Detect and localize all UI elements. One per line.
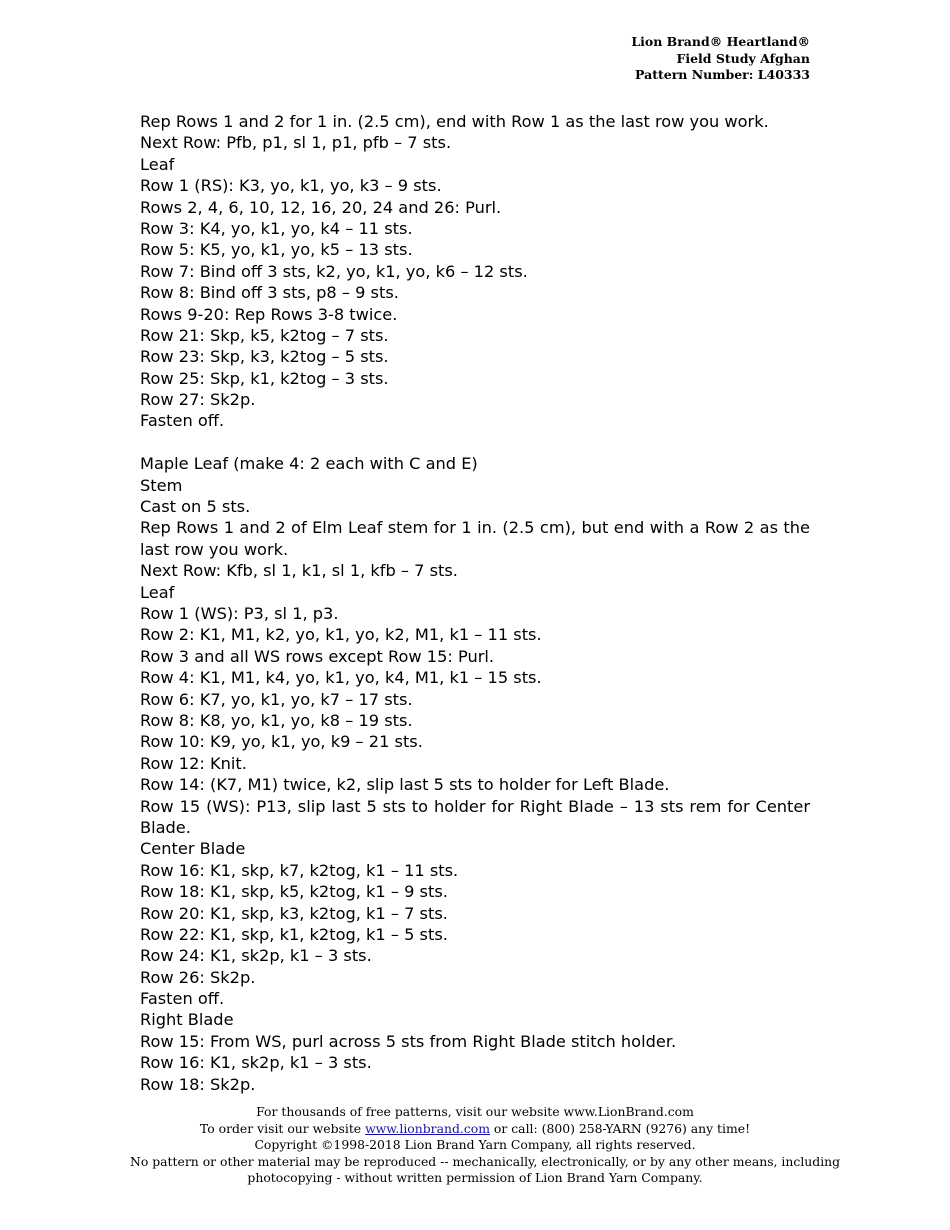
instruction-line: Row 21: Skp, k5, k2tog – 7 sts. (140, 325, 389, 345)
instruction-line: Row 3: K4, yo, k1, yo, k4 – 11 sts. (140, 218, 413, 238)
header-pattern-number: Pattern Number: L40333 (635, 67, 810, 82)
header-pattern-title: Field Study Afghan (676, 50, 810, 66)
header-brand: Lion Brand® Heartland® (631, 34, 810, 49)
instruction-line: Row 5: K5, yo, k1, yo, k5 – 13 sts. (140, 240, 413, 260)
footer-line: photocopying - without written permission of Lion Brand Yarn Company. (247, 1170, 703, 1185)
footer-order-line (130, 1121, 820, 1138)
section-heading-maple-leaf: Maple Leaf (make 4: 2 each with C and E) (140, 454, 478, 474)
instruction-line: Row 7: Bind off 3 sts, k2, yo, k1, yo, k6 – 12 sts. (140, 261, 528, 281)
instruction-line: Row 24: K1, sk2p, k1 – 3 sts. (140, 946, 372, 966)
instruction-line: Row 12: Knit. (140, 753, 247, 773)
pattern-instructions (140, 111, 810, 1095)
instruction-line: Row 22: K1, skp, k1, k2tog, k1 – 5 sts. (140, 924, 448, 944)
instruction-line: Row 4: K1, M1, k4, yo, k1, yo, k4, M1, k1 – 15 sts. (140, 668, 542, 688)
instruction-line: Row 18: Sk2p. (140, 1074, 256, 1094)
instruction-line: Rep Rows 1 and 2 for 1 in. (2.5 cm), end with Row 1 as the last row you work. (140, 112, 769, 131)
spacer (140, 432, 810, 453)
instruction-line: Row 6: K7, yo, k1, yo, k7 – 17 sts. (140, 689, 413, 709)
lionbrand-link[interactable]: www.lionbrand.com (365, 1120, 490, 1136)
instruction-line: Next Row: Kfb, sl 1, k1, sl 1, kfb – 7 sts. (140, 561, 458, 581)
instruction-line: Rows 9-20: Rep Rows 3-8 twice. (140, 304, 398, 324)
instruction-line: Row 3 and all WS rows except Row 15: Purl. (140, 646, 494, 666)
instruction-line: Row 14: (K7, M1) twice, k2, slip last 5 sts to holder for Left Blade. (140, 775, 670, 795)
section-heading-center-blade: Center Blade (140, 839, 246, 859)
section-heading-stem: Stem (140, 475, 183, 495)
instruction-line: Row 1 (WS): P3, sl 1, p3. (140, 604, 339, 624)
instruction-line: Row 25: Skp, k1, k2tog – 3 sts. (140, 368, 389, 388)
instruction-line: Fasten off. (140, 411, 225, 431)
instruction-line: Row 16: K1, skp, k7, k2tog, k1 – 11 sts. (140, 860, 459, 880)
section-heading-leaf: Leaf (140, 582, 175, 602)
instruction-paragraph: Row 15 (WS): P13, slip last 5 sts to holder for Right Blade – 13 sts rem for Center Blade. (140, 796, 810, 837)
footer-copyright: Copyright ©1998-2018 Lion Brand Yarn Company, all rights reserved. (254, 1137, 696, 1152)
page-header (631, 34, 810, 84)
instruction-paragraph: Rep Rows 1 and 2 of Elm Leaf stem for 1 in. (2.5 cm), but end with a Row 2 as the last row you work. (140, 518, 810, 559)
instruction-line: Row 1 (RS): K3, yo, k1, yo, k3 – 9 sts. (140, 176, 442, 196)
instruction-line: Cast on 5 sts. (140, 497, 251, 517)
page-footer (130, 1104, 841, 1187)
footer-line: No pattern or other material may be reproduced -- mechanically, electronically, or by any other means, including (130, 1153, 841, 1169)
instruction-line: Row 20: K1, skp, k3, k2tog, k1 – 7 sts. (140, 903, 448, 923)
instruction-line: Row 23: Skp, k3, k2tog – 5 sts. (140, 347, 389, 367)
instruction-line: Fasten off. (140, 989, 225, 1009)
instruction-line: Row 10: K9, yo, k1, yo, k9 – 21 sts. (140, 732, 423, 752)
instruction-line: Row 2: K1, M1, k2, yo, k1, yo, k2, M1, k1 – 11 sts. (140, 625, 542, 645)
instruction-line: Row 16: K1, sk2p, k1 – 3 sts. (140, 1053, 372, 1073)
instruction-line: Row 26: Sk2p. (140, 967, 256, 987)
instruction-line: Row 27: Sk2p. (140, 390, 256, 410)
footer-order-suffix: or call: (800) 258-YARN (9276) any time! (489, 1120, 751, 1136)
section-heading-right-blade: Right Blade (140, 1010, 234, 1030)
footer-line: For thousands of free patterns, visit our website www.LionBrand.com (256, 1104, 694, 1119)
instruction-line: Rows 2, 4, 6, 10, 12, 16, 20, 24 and 26: Purl. (140, 197, 502, 217)
section-heading-leaf: Leaf (140, 154, 175, 174)
instruction-line: Row 8: Bind off 3 sts, p8 – 9 sts. (140, 283, 399, 303)
instruction-line: Row 18: K1, skp, k5, k2tog, k1 – 9 sts. (140, 882, 448, 902)
instruction-line: Row 8: K8, yo, k1, yo, k8 – 19 sts. (140, 710, 413, 730)
footer-order-prefix: To order visit our website (199, 1120, 366, 1136)
instruction-line: Row 15: From WS, purl across 5 sts from Right Blade stitch holder. (140, 1031, 677, 1051)
instruction-line: Next Row: Pfb, p1, sl 1, p1, pfb – 7 sts. (140, 133, 452, 153)
